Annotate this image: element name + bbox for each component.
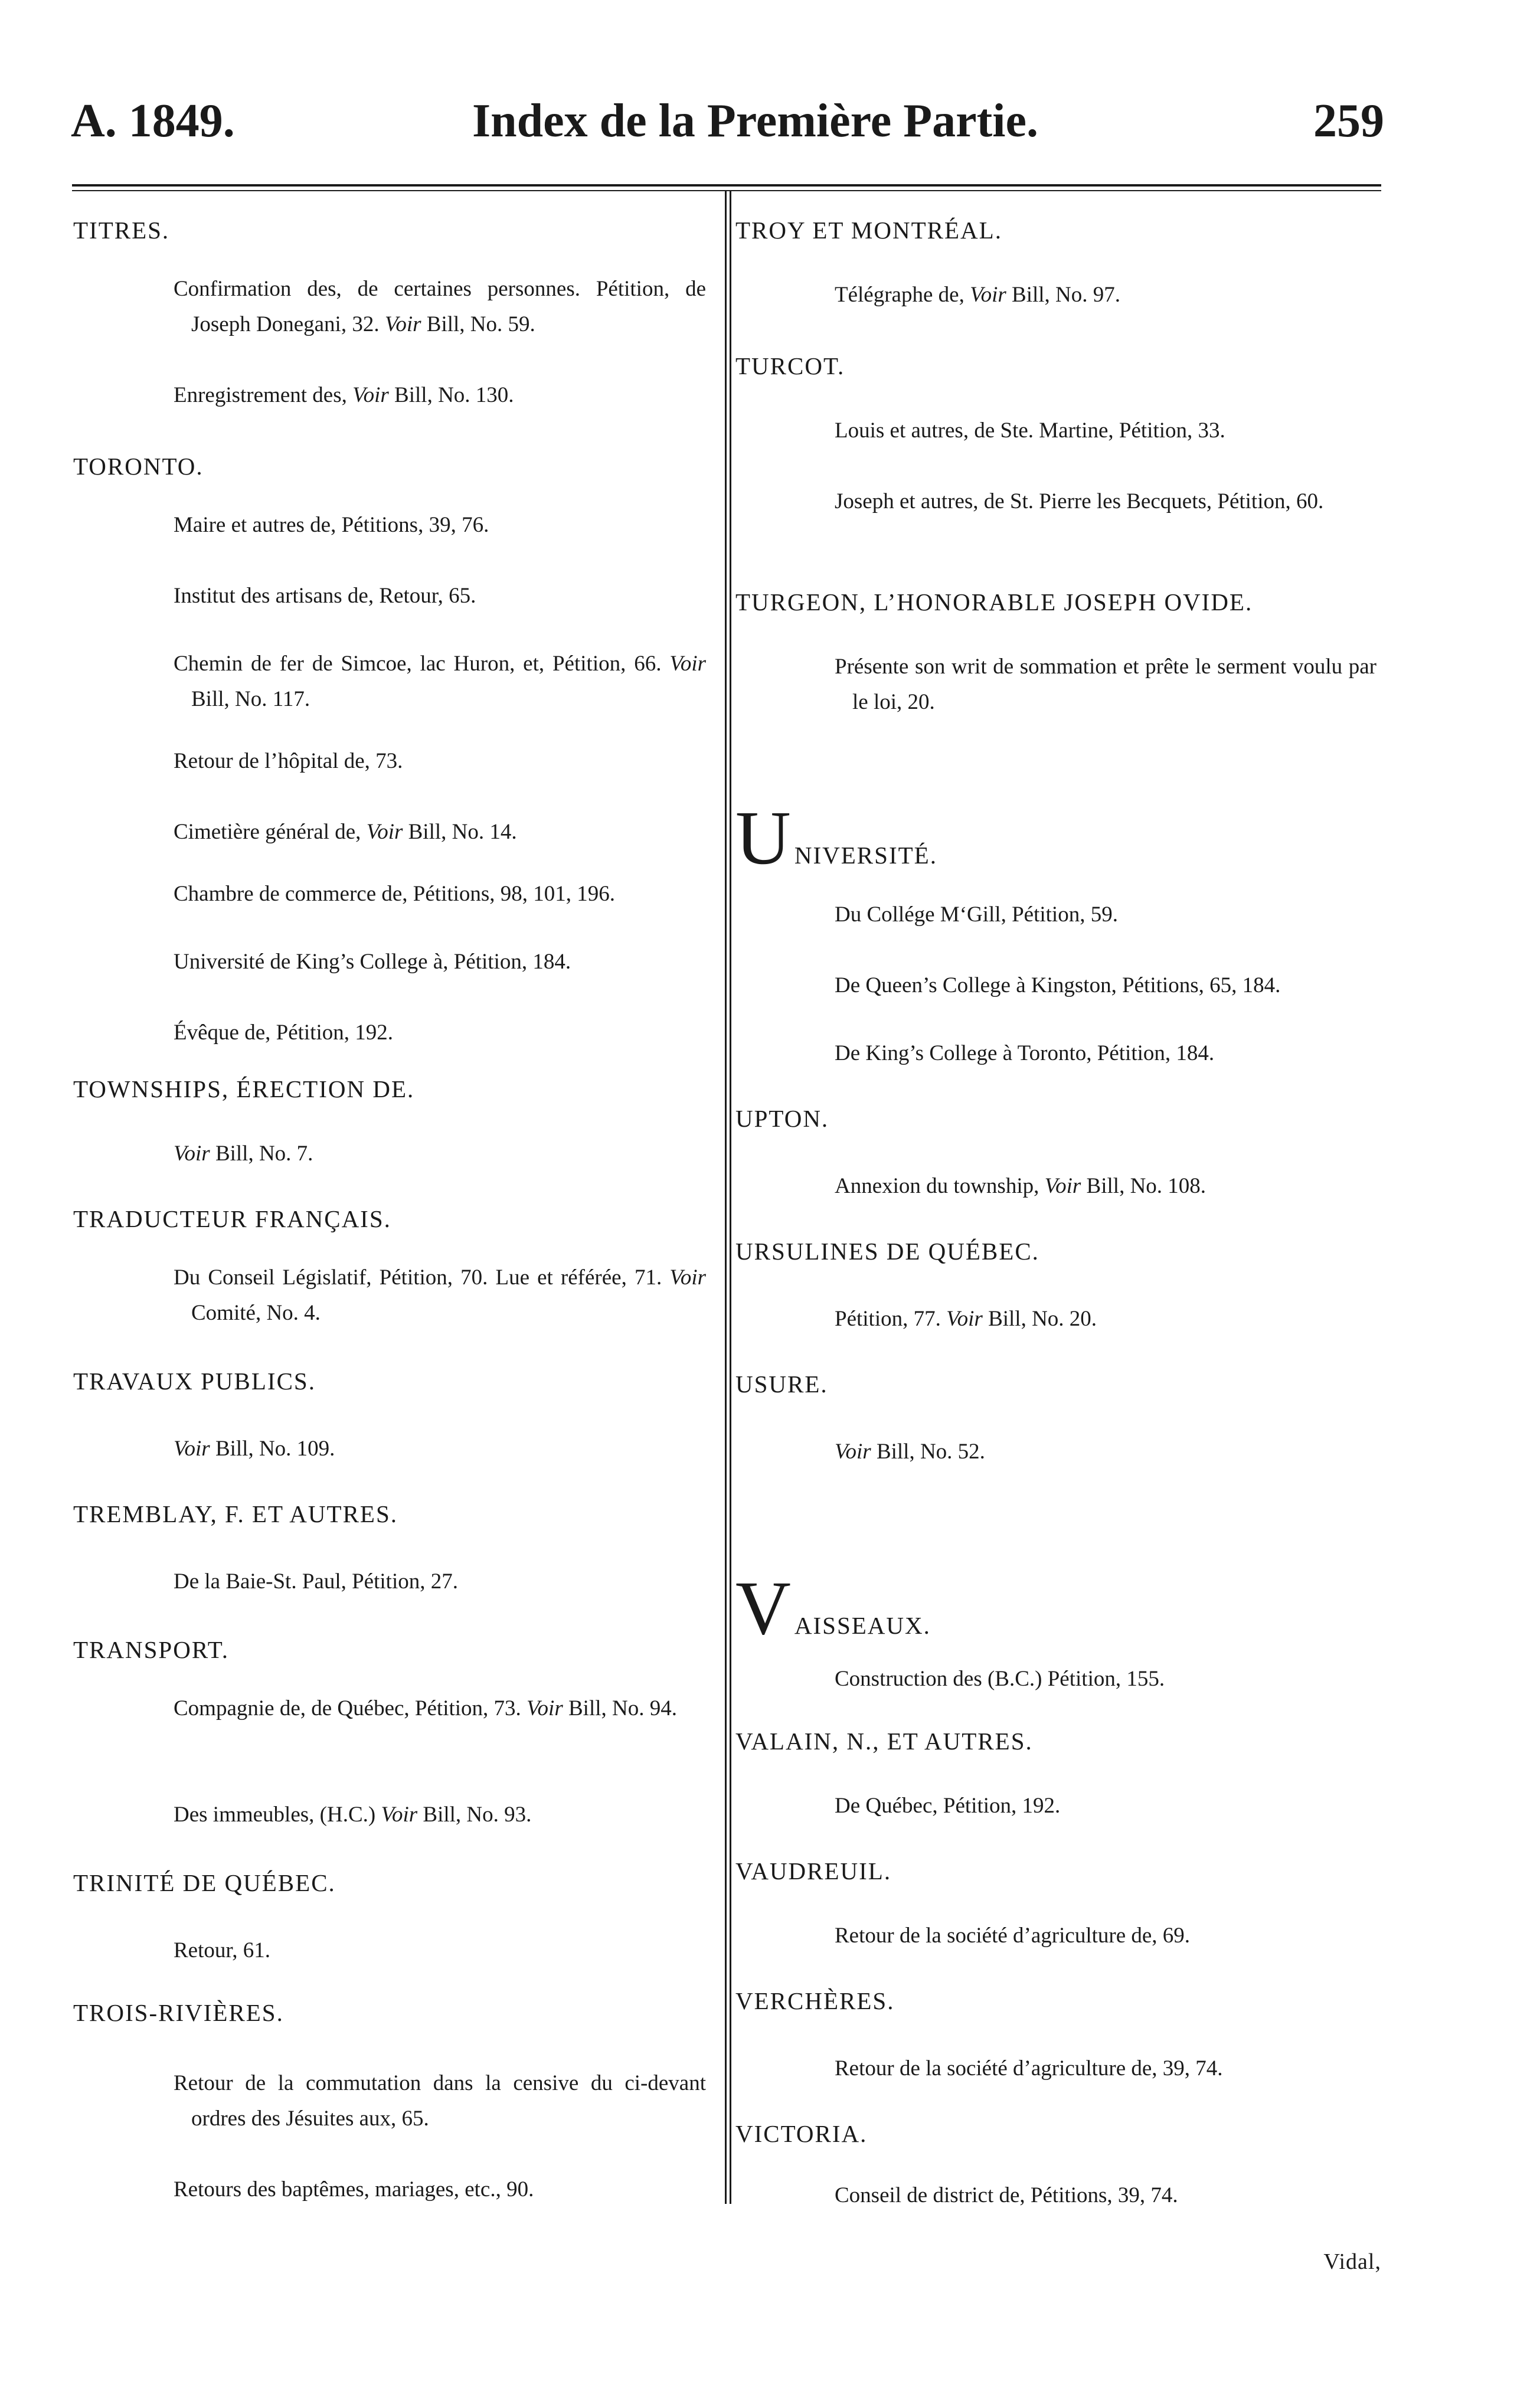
- index-entry: Compagnie de, de Québec, Pétition, 73. Voir Bill, No. 94.: [174, 1696, 677, 1721]
- index-entry: Université de King’s College à, Pétition, 184.: [174, 950, 571, 974]
- index-heading-text: AISSEAUX.: [794, 1612, 931, 1639]
- index-heading-text: USURE.: [735, 1371, 828, 1398]
- index-heading: [73, 1207, 391, 1231]
- header-title: Index de la Première Partie.: [472, 95, 1038, 147]
- index-heading: [735, 1372, 828, 1396]
- index-heading-text: TROY ET MONTRÉAL.: [735, 217, 1002, 244]
- index-heading-text: TORONTO.: [73, 453, 204, 480]
- index-heading-text: UPTON.: [735, 1105, 829, 1132]
- index-entry: Confirmation des, de certaines personnes. Pétition, de Joseph Donegani, 32. Voir Bill, No. 59.: [174, 277, 706, 336]
- index-entry: De Québec, Pétition, 192.: [835, 1794, 1061, 1818]
- index-heading: [735, 1729, 1033, 1754]
- index-entry: Enregistrement des, Voir Bill, No. 130.: [174, 383, 514, 407]
- index-entry: Voir Bill, No. 52.: [835, 1440, 985, 1464]
- index-heading: [735, 1566, 931, 1651]
- index-entry: Louis et autres, de Ste. Martine, Pétition, 33.: [835, 418, 1225, 443]
- index-entry: De la Baie-St. Paul, Pétition, 27.: [174, 1569, 458, 1594]
- index-heading-text: TROIS-RIVIÈRES.: [73, 1999, 284, 2026]
- index-heading: [73, 454, 204, 479]
- catchword: Vidal,: [1323, 2249, 1381, 2274]
- index-entry: Du Collége M‘Gill, Pétition, 59.: [835, 902, 1118, 927]
- index-entry: Présente son writ de sommation et prête le serment voulu par le loi, 20.: [835, 655, 1376, 714]
- index-entry: Chemin de fer de Simcoe, lac Huron, et, Pétition, 66. Voir Bill, No. 117.: [174, 652, 706, 711]
- header-rule: [72, 184, 1381, 187]
- index-heading-text: URSULINES DE QUÉBEC.: [735, 1238, 1039, 1265]
- index-entry: Construction des (B.C.) Pétition, 155.: [835, 1667, 1165, 1691]
- index-entry: Conseil de district de, Pétitions, 39, 74.: [835, 2183, 1178, 2207]
- index-heading: [735, 1239, 1039, 1264]
- index-entry: Retour de la société d’agriculture de, 39, 74.: [835, 2056, 1223, 2081]
- index-entry: Annexion du township, Voir Bill, No. 108.: [835, 1174, 1207, 1198]
- index-heading: [735, 590, 1253, 614]
- index-heading-text: VICTORIA.: [735, 2120, 868, 2147]
- column-divider: [730, 191, 731, 2204]
- index-heading: [735, 1859, 891, 1883]
- index-entry: Retour de la commutation dans la censive du ci-devant ordres des Jésuites aux, 65.: [174, 2071, 706, 2131]
- index-entry: Du Conseil Législatif, Pétition, 70. Lue et référée, 71. Voir Comité, No. 4.: [174, 1265, 706, 1325]
- index-heading: [735, 2122, 867, 2146]
- index-heading: [735, 354, 845, 378]
- index-entry: Des immeubles, (H.C.) Voir Bill, No. 93.: [174, 1803, 532, 1827]
- index-heading-text: VERCHÈRES.: [735, 1987, 895, 2014]
- index-entry: Évêque de, Pétition, 192.: [174, 1020, 393, 1045]
- index-heading: [735, 218, 1002, 243]
- index-entry: De King’s College à Toronto, Pétition, 184.: [835, 1041, 1215, 1065]
- index-entry: De Queen’s College à Kingston, Pétitions, 65, 184.: [835, 973, 1281, 997]
- drop-cap-initial: U: [735, 796, 792, 881]
- header-year: A. 1849.: [71, 95, 235, 147]
- index-entry: Institut des artisans de, Retour, 65.: [174, 584, 476, 608]
- index-heading: [73, 2001, 284, 2025]
- index-entry: Joseph et autres, de St. Pierre les Becquets, Pétition, 60.: [835, 489, 1324, 513]
- index-entry: Maire et autres de, Pétitions, 39, 76.: [174, 513, 489, 537]
- index-heading-text: TURGEON, L’HONORABLE JOSEPH OVIDE.: [735, 588, 1253, 616]
- header-rule-thin: [72, 190, 1381, 191]
- index-heading: [735, 1107, 829, 1131]
- index-entry: Pétition, 77. Voir Bill, No. 20.: [835, 1307, 1097, 1331]
- index-heading-text: TITRES.: [73, 217, 170, 244]
- index-entry: Retour de la société d’agriculture de, 69.: [835, 1924, 1191, 1948]
- index-entry: Chambre de commerce de, Pétitions, 98, 101, 196.: [174, 882, 616, 906]
- index-heading: [735, 796, 937, 881]
- index-entry: Retour de l’hôpital de, 73.: [174, 749, 403, 773]
- index-entry: Télégraphe de, Voir Bill, No. 97.: [835, 283, 1121, 307]
- index-heading: [73, 1077, 414, 1101]
- index-heading-text: TRADUCTEUR FRANÇAIS.: [73, 1205, 391, 1232]
- drop-cap-initial: V: [735, 1566, 792, 1651]
- index-heading-text: NIVERSITÉ.: [794, 842, 937, 869]
- index-heading-text: TURCOT.: [735, 352, 845, 380]
- index-heading-text: TREMBLAY, F. ET AUTRES.: [73, 1500, 398, 1528]
- index-heading: [73, 1638, 229, 1662]
- index-entry: Voir Bill, No. 109.: [174, 1437, 335, 1461]
- index-heading: [73, 218, 169, 243]
- index-entry: Voir Bill, No. 7.: [174, 1141, 313, 1166]
- page-number: 259: [1313, 95, 1384, 147]
- index-heading-text: TRANSPORT.: [73, 1636, 229, 1663]
- index-entry: Retours des baptêmes, mariages, etc., 90.: [174, 2177, 534, 2202]
- index-heading-text: VAUDREUIL.: [735, 1857, 892, 1885]
- column-divider: [725, 191, 727, 2204]
- index-heading-text: VALAIN, N., ET AUTRES.: [735, 1728, 1033, 1755]
- index-heading: [73, 1369, 316, 1394]
- index-heading-text: TRAVAUX PUBLICS.: [73, 1368, 316, 1395]
- index-heading-text: TRINITÉ DE QUÉBEC.: [73, 1869, 336, 1896]
- index-entry: Retour, 61.: [174, 1938, 270, 1962]
- index-heading-text: TOWNSHIPS, ÉRECTION DE.: [73, 1075, 415, 1103]
- index-heading: [73, 1871, 336, 1895]
- index-heading: [735, 1989, 894, 2013]
- index-entry: Cimetière général de, Voir Bill, No. 14.: [174, 820, 517, 844]
- index-heading: [73, 1502, 398, 1526]
